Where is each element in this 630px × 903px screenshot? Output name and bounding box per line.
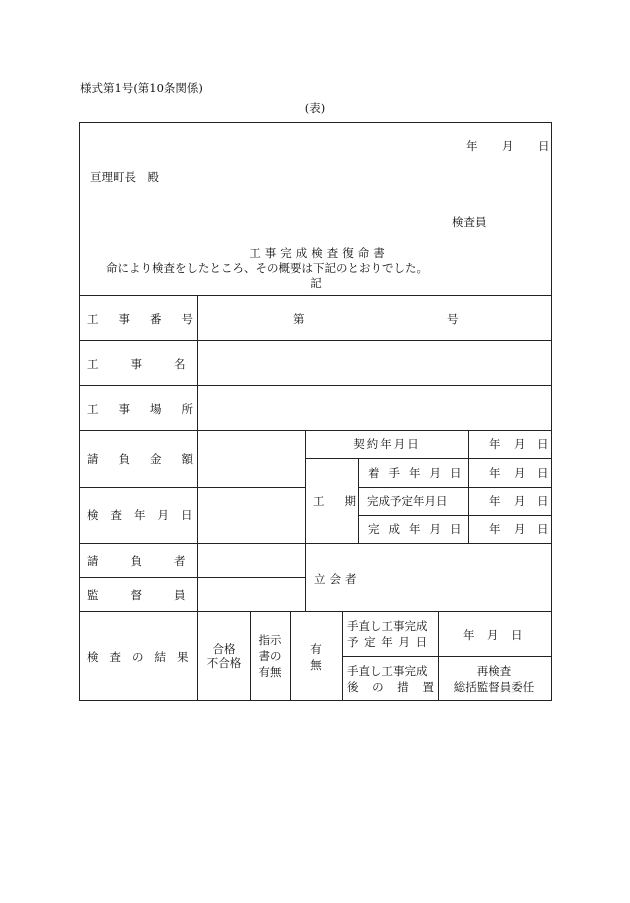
divider xyxy=(305,430,306,611)
mu-label: 無 xyxy=(310,658,322,672)
form-table xyxy=(79,122,552,701)
divider xyxy=(250,611,251,700)
kansei-year: 年 xyxy=(489,522,501,536)
saikensa-label: 再検査 xyxy=(476,664,512,678)
koji-mei-label: 工事名 xyxy=(87,357,218,371)
divider xyxy=(358,515,551,516)
keiyaku-month: 月 xyxy=(514,437,526,451)
ki-label: 記 xyxy=(310,276,322,290)
naoshi-go-label-1: 手直し工事完成 xyxy=(347,664,428,678)
sokatsu-label: 総括監督員委任 xyxy=(453,680,535,694)
kantoku-in-label: 監督員 xyxy=(87,588,218,602)
inspector-label: 検査員 xyxy=(452,215,487,229)
fugokaku-label: 不合格 xyxy=(206,656,242,670)
divider xyxy=(80,611,551,612)
chakushu-year: 年 xyxy=(489,466,501,480)
addressee: 亘理町長 殿 xyxy=(90,170,159,184)
kansei-yotei-year: 年 xyxy=(489,494,501,508)
naoshi-year: 年 xyxy=(463,628,475,642)
shiji-label-2: 書の xyxy=(258,649,282,663)
divider xyxy=(80,577,305,578)
keiyaku-label: 契約年月日 xyxy=(353,437,421,451)
divider xyxy=(358,487,551,488)
divider xyxy=(80,487,305,488)
chakushu-day: 日 xyxy=(537,466,549,480)
divider xyxy=(80,430,551,431)
kansei-month: 月 xyxy=(514,522,526,536)
header-year: 年 xyxy=(466,139,478,153)
kansei-yotei-day: 日 xyxy=(537,494,549,508)
yu-label: 有 xyxy=(310,642,322,656)
gokaku-label: 合格 xyxy=(212,642,236,656)
naoshi-yotei-label-2: 予 定 年 月 日 xyxy=(347,635,429,649)
header-day: 日 xyxy=(538,139,550,153)
divider xyxy=(342,611,343,700)
form-number: 様式第1号(第10条関係) xyxy=(80,81,203,95)
ukeoi-kingaku-label: 請負金額 xyxy=(87,452,213,466)
tachiai-label: 立会者 xyxy=(314,572,361,586)
divider xyxy=(80,385,551,386)
chakushu-label: 着手年月日 xyxy=(368,466,471,480)
kansei-yotei-month: 月 xyxy=(514,494,526,508)
go-label: 号 xyxy=(447,312,459,326)
divider xyxy=(80,295,551,296)
kensa-nengappi-label: 検査年月日 xyxy=(87,508,205,522)
side-label: (表) xyxy=(304,101,326,115)
naoshi-yotei-label-1: 手直し工事完成 xyxy=(347,619,428,633)
naoshi-month: 月 xyxy=(487,628,499,642)
header-month: 月 xyxy=(502,139,514,153)
dai-label: 第 xyxy=(293,312,305,326)
koki-label: 工期 xyxy=(313,494,376,508)
divider xyxy=(197,295,198,700)
koji-basho-label: 工事場所 xyxy=(87,402,213,416)
chakushu-month: 月 xyxy=(514,466,526,480)
naoshi-go-label-2: 後 の 措 置 xyxy=(347,680,439,694)
keiyaku-year: 年 xyxy=(489,437,501,451)
doc-title: 工事完成検査復命書 xyxy=(249,246,389,260)
koji-bango-label: 工事番号 xyxy=(87,312,213,326)
kansei-label: 完成年月日 xyxy=(368,522,471,536)
divider xyxy=(290,611,291,700)
keiyaku-day: 日 xyxy=(537,437,549,451)
statement: 命により検査をしたところ、その概要は下記のとおりでした。 xyxy=(106,261,428,275)
divider xyxy=(80,543,551,544)
shiji-label-1: 指示 xyxy=(258,633,282,647)
kansei-day: 日 xyxy=(537,522,549,536)
divider xyxy=(305,458,551,459)
naoshi-day: 日 xyxy=(511,628,523,642)
kensa-kekka-label: 検査の結果 xyxy=(87,650,200,664)
kansei-yotei-label: 完成予定年月日 xyxy=(367,494,448,508)
divider xyxy=(342,656,551,657)
divider xyxy=(80,340,551,341)
shiji-label-3: 有無 xyxy=(258,665,282,679)
ukeoi-sha-label: 請負者 xyxy=(87,554,218,568)
